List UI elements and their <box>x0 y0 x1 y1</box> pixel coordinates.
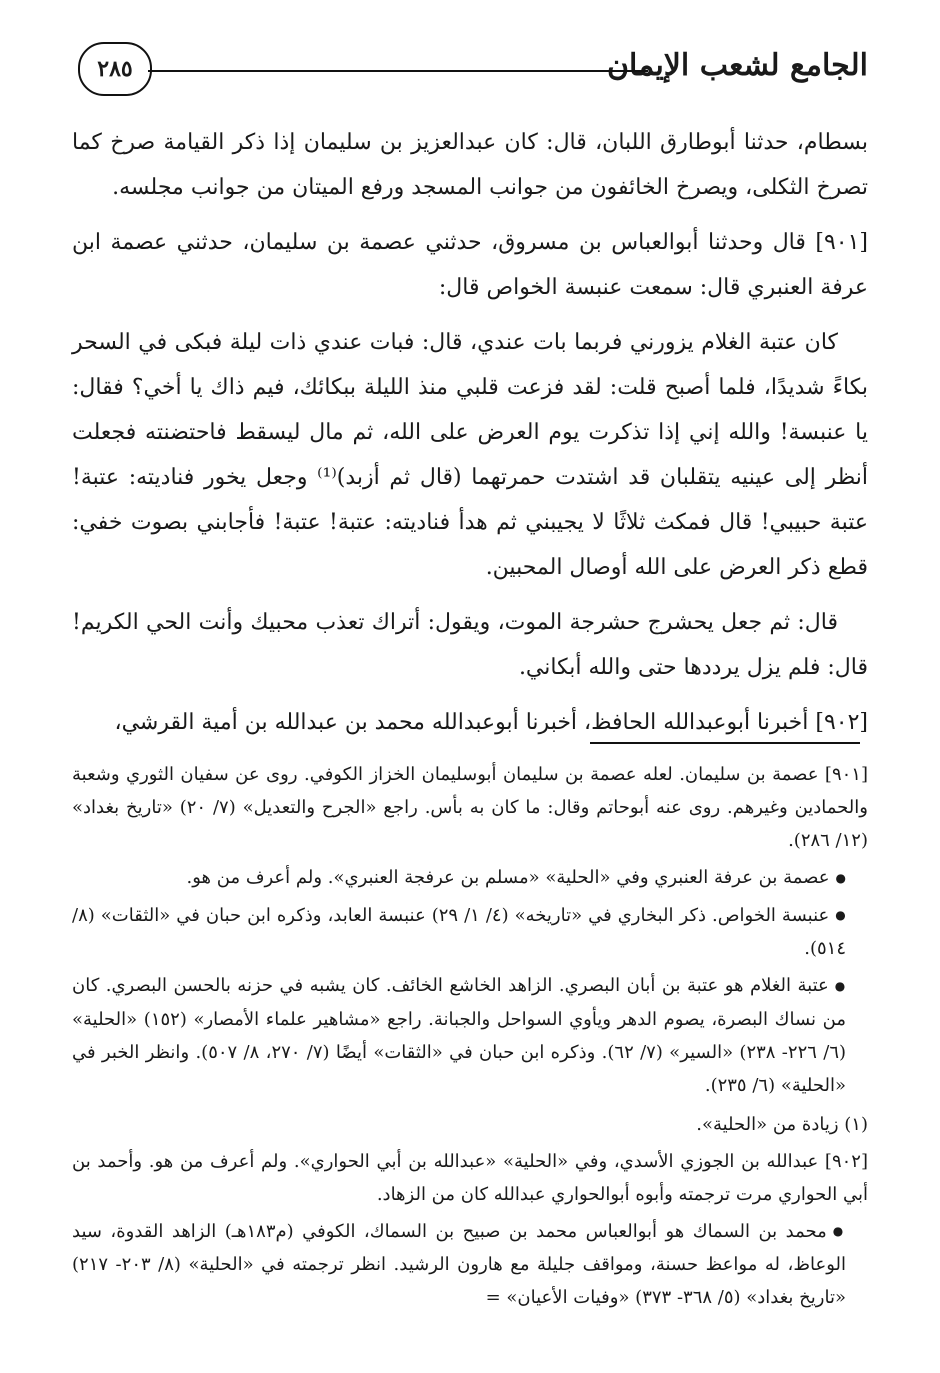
footnotes <box>72 758 868 1318</box>
paragraph-utbah-story: كان عتبة الغلام يزورني فربما بات عندي، قال: فبات عندي ذات ليلة فبكى في السحر بكاءً شديدًا، فلما أصبح قلت: لقد فزعت قلبي منذ الليلة ببكائك، فيم ذاك يا أخي؟ فقال: يا عنبسة! والله إني إذا تذكرت يوم العرض على الله، ثم مال ليسقط فاحتضنته فجعلت أنظر إلى عينيه يتقلبان قد اشتدت حمرتهما (قال ثم أزبد)⁽¹⁾ وجعل يخور فناديته: عتبة! عتبة حبيبي! قال فمكث ثلاثًا لا يجيبني ثم هدأ فناديته: عتبة! عتبة! فأجابني بصوت خفي: قطع ذكر العرض على الله أوصال المحبين. <box>72 330 868 580</box>
page-number: ٢٨٥ <box>78 42 152 96</box>
main-text <box>72 120 868 755</box>
note-901: [٩٠١] عصمة بن سليمان. لعله عصمة بن سليمان أبوسليمان الخزاز الكوفي. روى عن سفيان الثوري وشعبة والحمادين وغيرهم. روى عنه أبوحاتم وقال: ما كان به بأس. راجع «الجرح والتعديل» (٧/ ٢٠) «تاريخ بغداد» (١٢/ ٢٨٦). <box>72 764 868 851</box>
running-header <box>78 38 868 98</box>
header-rule <box>148 70 648 72</box>
hadith-902: [٩٠٢] أخبرنا أبوعبدالله الحافظ، أخبرنا أبوعبدالله محمد بن عبدالله بن أمية القرشي، <box>114 710 868 735</box>
note-902-ibn-sammak: ● محمد بن السماك هو أبوالعباس محمد بن صبيح بن السماك، الكوفي (م١٨٣هـ) الزاهد القدوة، سيد الوعاظ، له مواعظ حسنة، ومواقف جليلة مع هارون الرشيد. انظر ترجمته في «الحلية» (٨/ ٢٠٣- ٢١٧) «تاريخ بغداد» (٥/ ٣٦٨- ٣٧٣) «وفيات الأعيان» = <box>72 1215 868 1315</box>
footnote-divider <box>590 742 860 744</box>
note-901-anbasah: ● عنبسة الخواص. ذكر البخاري في «تاريخه» (٤/ ١/ ٢٩) عنبسة العابد، وذكره ابن حبان في «الثقات» (٨/ ٥١٤). <box>72 899 868 966</box>
footnote-1: (١) زيادة من «الحلية». <box>696 1113 868 1135</box>
note-901-utbah: ● عتبة الغلام هو عتبة بن أبان البصري. الزاهد الخاشع الخائف. كان يشبه في حزنه بالحسن البصري. كان من نساك البصرة، يصوم الدهر ويأوي السواحل والجبانة. راجع «مشاهير علماء الأمصار» (١٥٢) «الحلية» (٦/ ٢٢٦- ٢٣٨) «السير» (٧/ ٦٢). وذكره ابن حبان في «الثقات» أيضًا (٧/ ٢٧٠، ٨/ ٥٠٧). وانظر الخبر في «الحلية» (٦/ ٢٣٥). <box>72 969 868 1102</box>
paragraph-utbah-death: قال: ثم جعل يحشرج حشرجة الموت، ويقول: أتراك تعذب محبيك وأنت الحي الكريم! قال: فلم يزل يرددها حتى والله أبكاني. <box>72 610 868 680</box>
note-901-ismah: ● عصمة بن عرفة العنبري وفي «الحلية» «مسلم بن عرفجة العنبري». ولم أعرف من هو. <box>72 861 868 895</box>
hadith-901: [٩٠١] قال وحدثنا أبوالعباس بن مسروق، حدثني عصمة بن سليمان، حدثني عصمة ابن عرفة العنبري قال: سمعت عنبسة الخواص قال: <box>72 230 868 300</box>
note-902: [٩٠٢] عبدالله بن الجوزي الأسدي، وفي «الحلية» «عبدالله بن أبي الحواري». ولم أعرف من هو. وأحمد بن أبي الحواري مرت ترجمته وأبوه أبوالحواري عبدالله كان من الزهاد. <box>72 1150 868 1205</box>
book-title: الجامع لشعب الإيمان <box>606 48 868 83</box>
paragraph-1: بسطام، حدثنا أبوطارق اللبان، قال: كان عبدالعزيز بن سليمان إذا ذكر القيامة صرخ كما تصرخ الثكلى، ويصرخ الخائفون من جوانب المسجد ورفع الميتان من جوانب مجلسه. <box>72 130 868 200</box>
